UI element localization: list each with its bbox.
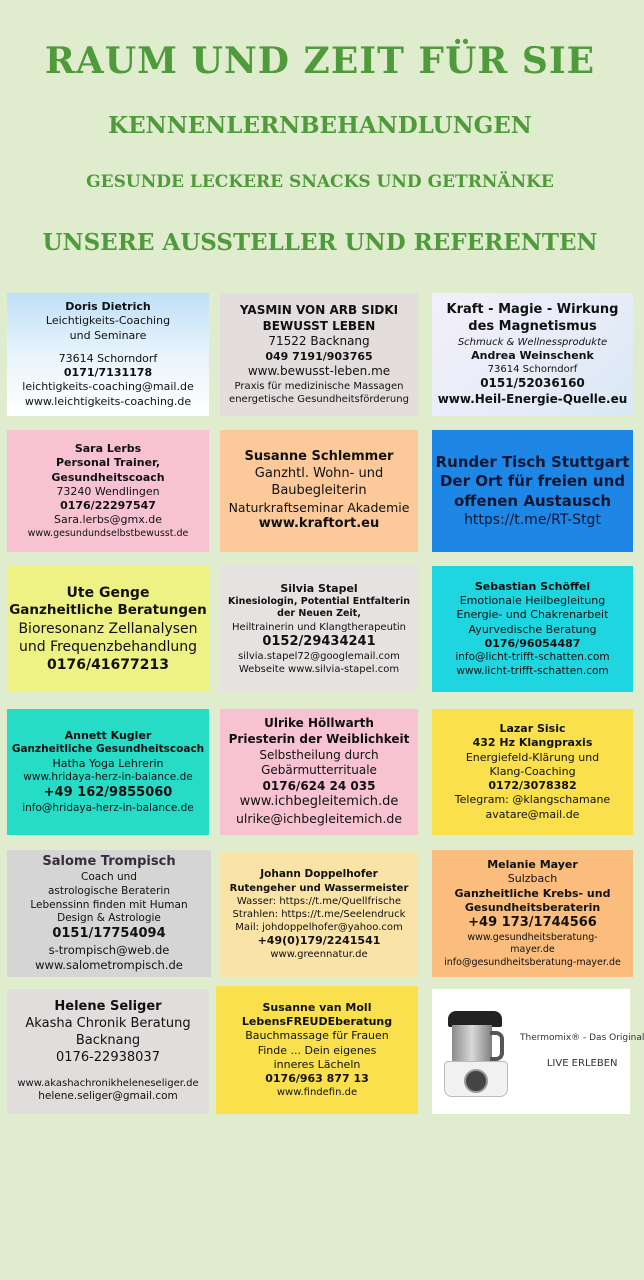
card-line: Coach und xyxy=(81,871,137,884)
card-website[interactable]: www.gesundheitsberatung- xyxy=(467,932,598,944)
card-ute-genge xyxy=(7,566,209,692)
card-line: Ganzhtl. Wohn- und xyxy=(254,465,384,481)
card-name: YASMIN VON ARB SIDKI xyxy=(239,303,399,318)
card-website[interactable]: www.salometrompisch.de xyxy=(35,957,183,972)
card-line: Kinesiologin, Potential Entfalterin xyxy=(227,595,411,607)
card-line: Selbstheilung durch xyxy=(259,747,379,762)
card-website[interactable]: www.hridaya-herz-in-balance.de xyxy=(23,771,193,784)
card-email[interactable]: ulrike@ichbegleitemich.de xyxy=(235,811,403,827)
card-name: Sara Lerbs xyxy=(74,441,142,455)
card-name: Ute Genge xyxy=(66,584,150,601)
thermomix-image xyxy=(442,1007,508,1097)
card-name: Runder Tisch Stuttgart xyxy=(435,452,630,471)
card-thermomix xyxy=(432,989,644,1114)
card-website[interactable]: www.Heil-Energie-Quelle.eu xyxy=(437,391,628,406)
card-phone: 049 7191/903765 xyxy=(265,349,373,363)
card-line: Rutengeher und Wassermeister xyxy=(229,882,409,894)
card-address: Backnang xyxy=(75,1033,141,1049)
card-line: Baubegleiterin xyxy=(271,482,367,498)
card-line: und Seminare xyxy=(69,328,147,342)
card-name: Susanne van Moll xyxy=(262,1000,372,1014)
card-website[interactable]: www.ichbegleitemich.de xyxy=(239,794,399,810)
main-title: RAUM UND ZEIT FÜR SIE xyxy=(44,40,596,82)
card-address: 73240 Wendlingen xyxy=(56,484,160,498)
card-line: Naturkraftseminar Akademie xyxy=(228,499,410,515)
card-email[interactable]: s-trompisch@web.de xyxy=(48,942,170,957)
card-website[interactable]: mayer.de xyxy=(510,944,555,956)
card-link[interactable]: Wasser: https://t.me/Quellfrische xyxy=(236,895,402,907)
card-line: Emotionale Heilbegleitung xyxy=(459,593,606,607)
card-email[interactable]: Mail: johdoppelhofer@yahoo.com xyxy=(235,921,403,933)
card-line: Energiefeld-Klärung und xyxy=(465,750,600,764)
card-phone: 0176/624 24 035 xyxy=(262,778,376,793)
card-silvia-stapel xyxy=(220,566,418,692)
card-website[interactable]: www.akashachronikheleneseliger.de xyxy=(17,1077,199,1089)
card-line: Ganzheitliche Gesundheitscoach xyxy=(11,743,205,756)
card-website[interactable]: www.greennatur.de xyxy=(270,948,368,960)
card-susanne-schlemmer xyxy=(220,430,418,552)
card-line: Finde ... Dein eigenes xyxy=(257,1043,377,1057)
card-susanne-van-moll xyxy=(216,986,418,1114)
card-line: Ganzheitliche Beratungen xyxy=(9,602,207,619)
card-website[interactable]: Webseite www.silvia-stapel.com xyxy=(238,664,400,676)
card-address: Sulzbach xyxy=(507,872,558,886)
card-name: Lazar Sisic xyxy=(499,721,566,735)
card-line: inneres Lächeln xyxy=(273,1057,361,1071)
card-line: Priesterin der Weiblichkeit xyxy=(228,732,410,747)
card-line: Klang-Coaching xyxy=(489,764,576,778)
card-phone: +49(0)179/2241541 xyxy=(257,933,381,947)
card-website[interactable]: www.kraftort.eu xyxy=(258,516,380,532)
card-email[interactable]: leichtigkeits-coaching@mail.de xyxy=(22,380,194,394)
card-yasmin-von-arb-sidki xyxy=(220,293,418,416)
card-phone: 0152/29434241 xyxy=(262,633,376,649)
card-email[interactable]: info@licht-trifft-schatten.com xyxy=(455,651,610,664)
card-line: Praxis für medizinische Massagen xyxy=(234,380,404,392)
card-line: Bioresonanz Zellanalysen xyxy=(18,620,198,637)
card-line: Akasha Chronik Beratung xyxy=(25,1016,191,1032)
card-line: Ganzheitliche Krebs- und xyxy=(454,886,611,900)
card-title: des Magnetismus xyxy=(468,318,597,334)
card-line: Personal Trainer, xyxy=(55,456,161,470)
card-annett-kugler xyxy=(7,709,209,835)
card-phone: 0176/963 877 13 xyxy=(265,1072,369,1086)
card-name: Melanie Mayer xyxy=(487,857,578,871)
card-line: Ayurvedische Beratung xyxy=(468,622,597,636)
card-phone: +49 162/9855060 xyxy=(43,784,173,800)
card-line: der Neuen Zeit, xyxy=(277,608,361,620)
card-line: offenen Austausch xyxy=(453,491,612,510)
card-line: und Frequenzbehandlung xyxy=(18,638,197,655)
card-doris-dietrich xyxy=(7,293,209,416)
card-phone: 0151/17754094 xyxy=(52,925,166,941)
subtitle-snacks: GESUNDE LECKERE SNACKS UND GETRNÄNKE xyxy=(86,172,554,192)
card-address: 73614 Schorndorf xyxy=(58,351,158,365)
card-website[interactable]: www.bewusst-leben.me xyxy=(247,364,391,379)
card-line: Gebärmutterrituale xyxy=(261,763,377,778)
card-phone: 0176/22297547 xyxy=(60,499,156,513)
card-phone: 0176/96054487 xyxy=(484,636,581,650)
card-phone: 0176-22938037 xyxy=(56,1050,160,1066)
card-name: Salome Trompisch xyxy=(42,854,176,870)
card-name: Sebastian Schöffel xyxy=(474,579,591,593)
card-sara-lerbs xyxy=(7,430,209,552)
card-lazar-sisic xyxy=(432,709,633,835)
card-email[interactable]: info@gesundheitsberatung-mayer.de xyxy=(444,956,621,968)
card-line: Der Ort für freien und xyxy=(439,472,626,491)
card-helene-seliger xyxy=(7,989,209,1114)
card-name: Doris Dietrich xyxy=(65,299,151,313)
card-email[interactable]: silvia.stapel72@googlemail.com xyxy=(238,651,400,663)
card-line: Design & Astrologie xyxy=(57,912,161,925)
card-email[interactable]: Sara.lerbs@gmx.de xyxy=(54,513,162,527)
card-line: Energie- und Chakrenarbeit xyxy=(456,608,609,622)
card-line: LIVE ERLEBEN xyxy=(546,1057,618,1069)
card-line: LebensFREUDEberatung xyxy=(241,1014,393,1028)
card-phone: 0176/41677213 xyxy=(46,656,169,673)
card-line: Gesundheitsberaterin xyxy=(464,900,601,914)
card-sebastian-schoeffel xyxy=(432,566,633,692)
card-line: energetische Gesundheitsförderung xyxy=(229,393,409,405)
card-website[interactable]: www.licht-trifft-schatten.com xyxy=(456,664,609,677)
card-runder-tisch-stuttgart xyxy=(432,430,633,552)
subtitle-treatments: KENNENLERNBEHANDLUNGEN xyxy=(108,112,532,139)
card-phone: 0172/3078382 xyxy=(488,779,577,793)
card-name: Susanne Schlemmer xyxy=(244,449,394,465)
card-line: Heiltrainerin und Klangtherapeutin xyxy=(232,621,406,633)
card-name: Ulrike Höllwarth xyxy=(264,716,374,731)
card-line: astrologische Beraterin xyxy=(47,884,171,897)
card-line: Hatha Yoga Lehrerin xyxy=(52,756,164,770)
card-line: 432 Hz Klangpraxis xyxy=(472,736,593,750)
card-line: Leichtigkeits-Coaching xyxy=(45,314,171,328)
card-name: Annett Kugler xyxy=(64,728,152,742)
card-brand: Thermomix® - Das Original xyxy=(520,1033,644,1044)
card-melanie-mayer xyxy=(432,850,633,977)
card-phone: 0151/52036160 xyxy=(480,375,585,390)
card-email[interactable]: avatare@mail.de xyxy=(485,807,580,821)
card-line: Gesundheitscoach xyxy=(51,470,165,484)
card-website[interactable]: www.gesundundselbstbewusst.de xyxy=(27,527,189,539)
card-johann-doppelhofer xyxy=(220,852,418,977)
card-website[interactable]: www.leichtigkeits-coaching.de xyxy=(24,394,192,408)
card-phone: +49 173/1744566 xyxy=(468,915,597,931)
card-salome-trompisch xyxy=(7,850,211,977)
card-social[interactable]: Telegram: @klangschamane xyxy=(454,793,611,807)
card-line: Lebenssinn finden mit Human xyxy=(30,898,188,911)
card-name: Silvia Stapel xyxy=(280,581,358,595)
section-title-exhibitors: UNSERE AUSSTELLER UND REFERENTEN xyxy=(42,229,598,256)
card-line: Schmuck & Wellnessprodukte xyxy=(457,336,608,348)
card-phone: 0171/7131178 xyxy=(63,366,153,380)
card-address: 73614 Schorndorf xyxy=(487,363,578,375)
card-website[interactable]: www.findefin.de xyxy=(276,1087,358,1099)
card-name: Andrea Weinschenk xyxy=(471,348,594,362)
card-name: Helene Seliger xyxy=(54,999,162,1015)
card-name: Johann Doppelhofer xyxy=(260,868,378,881)
card-email[interactable]: helene.seliger@gmail.com xyxy=(38,1089,178,1102)
card-title: Kraft - Magie - Wirkung xyxy=(446,301,619,317)
card-line: Bauchmassage für Frauen xyxy=(245,1029,389,1043)
card-link[interactable]: https://t.me/RT-Stgt xyxy=(464,512,601,529)
card-ulrike-hoellwarth xyxy=(220,709,418,835)
card-andrea-weinschenk xyxy=(432,293,633,416)
card-email[interactable]: info@hridaya-herz-in-balance.de xyxy=(22,801,194,814)
card-link[interactable]: Strahlen: https://t.me/Seelendruck xyxy=(232,908,406,920)
card-line: BEWUSST LEBEN xyxy=(262,318,376,333)
card-address: 71522 Backnang xyxy=(268,334,370,349)
